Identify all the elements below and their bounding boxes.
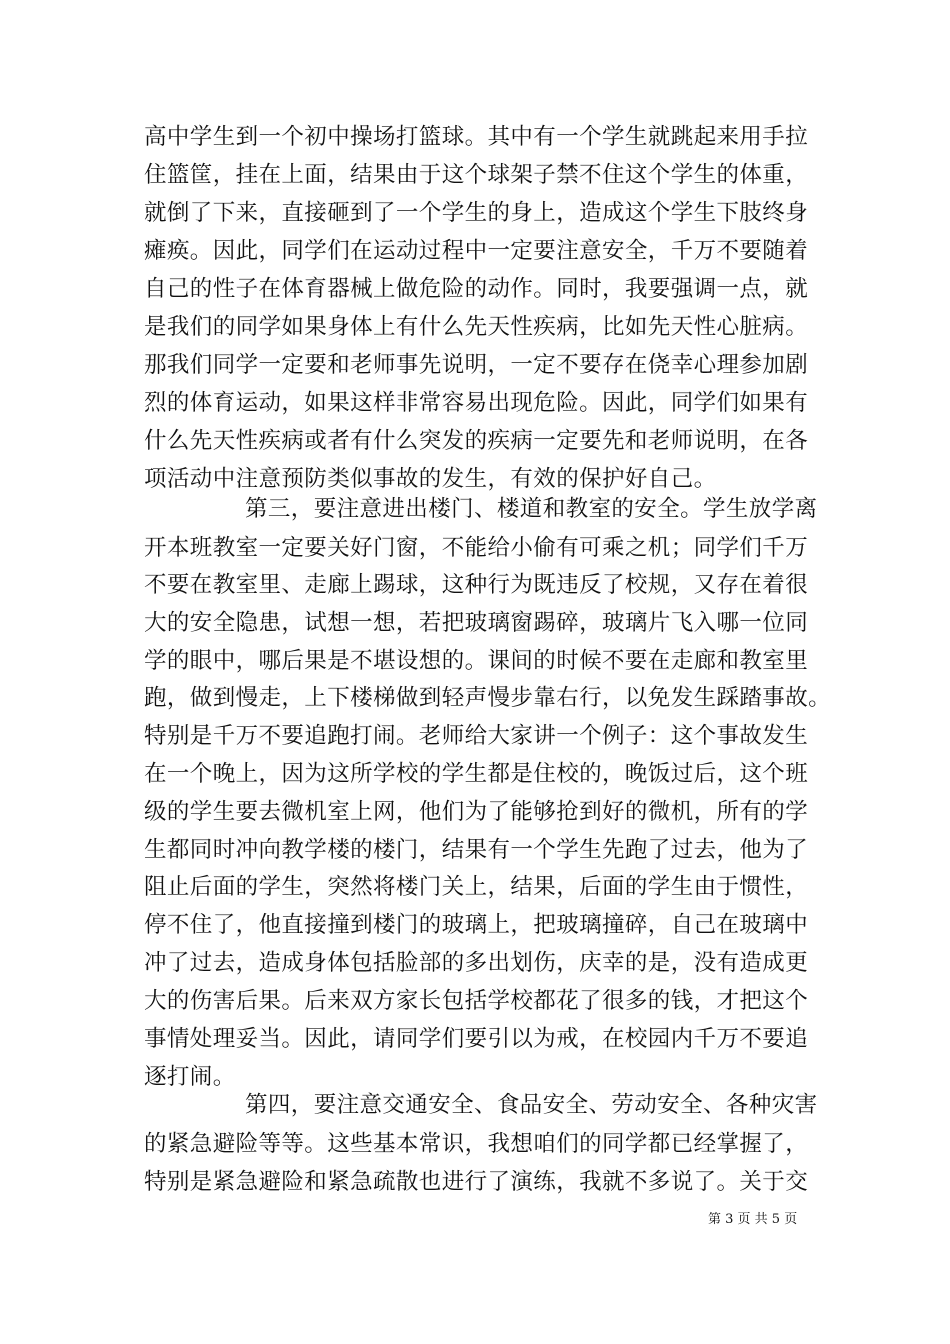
- body-text-line: 的紧急避险等等。这些基本常识，我想咱们的同学都已经掌握了，: [144, 1131, 809, 1157]
- body-text-line: 学的眼中，哪后果是不堪设想的。课间的时候不要在走廊和教室里: [144, 648, 809, 674]
- body-text-line: 停不住了，他直接撞到楼门的玻璃上，把玻璃撞碎，自己在玻璃中: [144, 912, 809, 938]
- body-text-line: 冲了过去，造成身体包括脸部的多出划伤，庆幸的是，没有造成更: [144, 950, 809, 976]
- body-text-line: 烈的体育运动，如果这样非常容易出现危险。因此，同学们如果有: [144, 390, 809, 416]
- body-text-line: 在一个晚上，因为这所学校的学生都是住校的，晚饭过后，这个班: [144, 761, 809, 787]
- body-text-line: 开本班教室一定要关好门窗，不能给小偷有可乘之机；同学们千万: [144, 535, 809, 561]
- body-text-line: 逐打闹。: [144, 1064, 236, 1090]
- body-text-line: 大的安全隐患，试想一想，若把玻璃窗踢碎，玻璃片飞入哪一位同: [144, 610, 809, 636]
- body-text-line: 是我们的同学如果身体上有什么先天性疾病，比如先天性心脏病。: [144, 314, 809, 340]
- body-text-line: 高中学生到一个初中操场打篮球。其中有一个学生就跳起来用手拉: [144, 124, 809, 150]
- body-text-line: 事情处理妥当。因此，请同学们要引以为戒，在校园内千万不要追: [144, 1026, 809, 1052]
- body-text-line: 不要在教室里、走廊上踢球，这种行为既违反了校规，又存在着很: [144, 572, 809, 598]
- paragraph-start-line: 第三，要注意进出楼门、楼道和教室的安全。学生放学离: [245, 496, 818, 522]
- page-number-footer: 第 3 页 共 5 页: [708, 1212, 798, 1227]
- body-text-line: 跑，做到慢走，上下楼梯做到轻声慢步靠右行，以免发生踩踏事故。: [144, 685, 832, 711]
- body-text-line: 级的学生要去微机室上网，他们为了能够抢到好的微机，所有的学: [144, 799, 809, 825]
- body-text-line: 住篮筐，挂在上面，结果由于这个球架子禁不住这个学生的体重，: [144, 162, 809, 188]
- body-text-line: 项活动中注意预防类似事故的发生，有效的保护好自己。: [144, 466, 717, 492]
- body-text-line: 自己的性子在体育器械上做危险的动作。同时，我要强调一点，就: [144, 276, 809, 302]
- body-text-line: 特别是紧急避险和紧急疏散也进行了演练，我就不多说了。关于交: [144, 1169, 809, 1195]
- body-text-line: 就倒了下来，直接砸到了一个学生的身上，造成这个学生下肢终身: [144, 200, 809, 226]
- body-text-line: 特别是千万不要追跑打闹。老师给大家讲一个例子：这个事故发生: [144, 723, 809, 749]
- body-text-line: 那我们同学一定要和老师事先说明，一定不要存在侥幸心理参加剧: [144, 352, 809, 378]
- body-text-line: 大的伤害后果。后来双方家长包括学校都花了很多的钱，才把这个: [144, 988, 809, 1014]
- body-text-line: 阻止后面的学生，突然将楼门关上，结果，后面的学生由于惯性，: [144, 874, 809, 900]
- body-text-line: 生都同时冲向教学楼的楼门，结果有一个学生先跑了过去，他为了: [144, 837, 809, 863]
- body-text-line: 什么先天性疾病或者有什么突发的疾病一定要先和老师说明，在各: [144, 428, 809, 454]
- body-text-line: 瘫痪。因此，同学们在运动过程中一定要注意安全，千万不要随着: [144, 238, 809, 264]
- paragraph-start-line: 第四，要注意交通安全、食品安全、劳动安全、各种灾害: [245, 1092, 818, 1118]
